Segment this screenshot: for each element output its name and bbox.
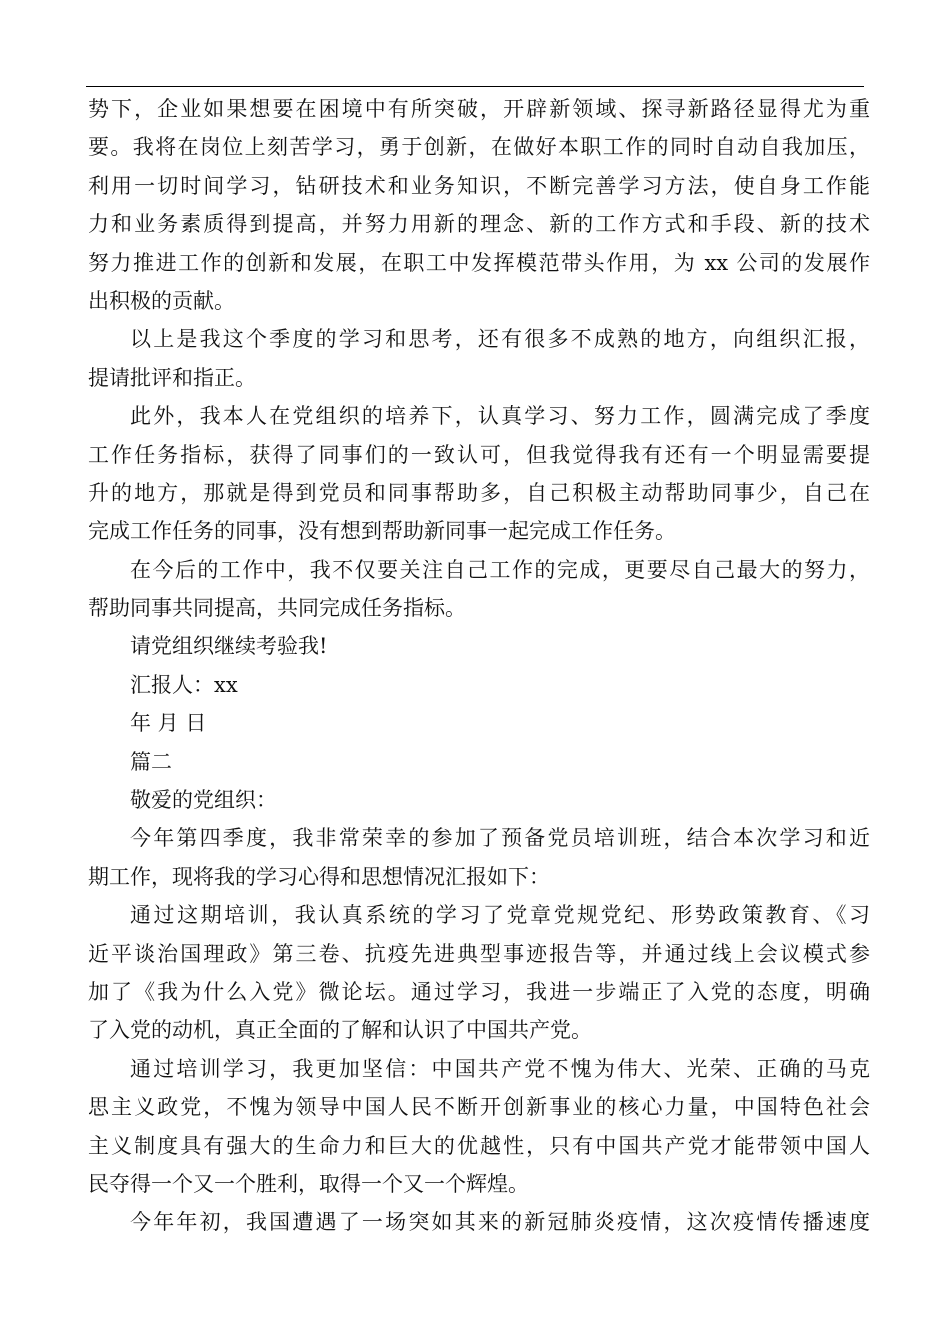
text-line: 出积极的贡献。: [88, 288, 235, 313]
text-line: 通过培训学习，我更加坚信：中国共产党不愧为伟大、光荣、正确的马克: [130, 1056, 870, 1081]
text-line: 年 月 日: [130, 711, 207, 736]
text-line: 利用一切时间学习，钻研技术和业务知识，不断完善学习方法，使自身工作能: [88, 173, 870, 198]
text-line: 提请批评和指正。: [88, 365, 256, 390]
text-line: 主义制度具有强大的生命力和巨大的优越性，只有中国共产党才能带领中国人: [88, 1133, 870, 1158]
text-line: 了入党的动机，真正全面的了解和认识了中国共产党。: [88, 1018, 592, 1043]
document-body: [88, 90, 870, 1242]
text-line: 在今后的工作中，我不仅要关注自己工作的完成，更要尽自己最大的努力，: [130, 557, 870, 582]
text-line: 今年年初，我国遭遇了一场突如其来的新冠肺炎疫情，这次疫情传播速度: [130, 1210, 870, 1235]
section-heading: 篇二: [130, 749, 172, 774]
text-line: 以上是我这个季度的学习和思考，还有很多不成熟的地方，向组织汇报，: [130, 327, 870, 352]
text-line: 力和业务素质得到提高，并努力用新的理念、新的工作方式和手段、新的技术: [88, 212, 870, 237]
text-line: 今年第四季度，我非常荣幸的参加了预备党员培训班，结合本次学习和近: [130, 826, 870, 851]
text-line: 近平谈治国理政》第三卷、抗疫先进典型事迹报告等，并通过线上会议模式参: [88, 941, 870, 966]
text-line: 汇报人：xx: [130, 672, 238, 697]
text-line: 请党组织继续考验我!: [130, 634, 328, 659]
text-line: 加了《我为什么入党》微论坛。通过学习，我进一步端正了入党的态度，明确: [88, 979, 870, 1004]
text-line: 帮助同事共同提高，共同完成任务指标。: [88, 596, 466, 621]
text-line: 期工作，现将我的学习心得和思想情况汇报如下：: [88, 864, 550, 889]
text-line: 要。我将在岗位上刻苦学习，勇于创新，在做好本职工作的同时自动自我加压，: [88, 135, 870, 160]
header-rule: [86, 86, 864, 87]
text-line: 此外，我本人在党组织的培养下，认真学习、努力工作，圆满完成了季度: [130, 404, 870, 429]
text-line: 完成工作任务的同事，没有想到帮助新同事一起完成工作任务。: [88, 519, 676, 544]
text-line: 升的地方，那就是得到党员和同事帮助多，自己积极主动帮助同事少，自己在: [88, 480, 870, 505]
text-line: 思主义政党，不愧为领导中国人民不断开创新事业的核心力量，中国特色社会: [88, 1095, 870, 1120]
text-line: 通过这期培训，我认真系统的学习了党章党规党纪、形势政策教育、《习: [130, 903, 870, 928]
text-line: 努力推进工作的创新和发展，在职工中发挥模范带头作用，为 xx 公司的发展作: [88, 250, 870, 275]
text-line: 民夺得一个又一个胜利，取得一个又一个辉煌。: [88, 1171, 529, 1196]
text-line: 势下，企业如果想要在困境中有所突破，开辟新领域、探寻新路径显得尤为重: [88, 97, 870, 121]
salutation: 敬爱的党组织：: [130, 788, 277, 813]
text-line: 工作任务指标，获得了同事们的一致认可，但我觉得我有还有一个明显需要提: [88, 442, 870, 467]
